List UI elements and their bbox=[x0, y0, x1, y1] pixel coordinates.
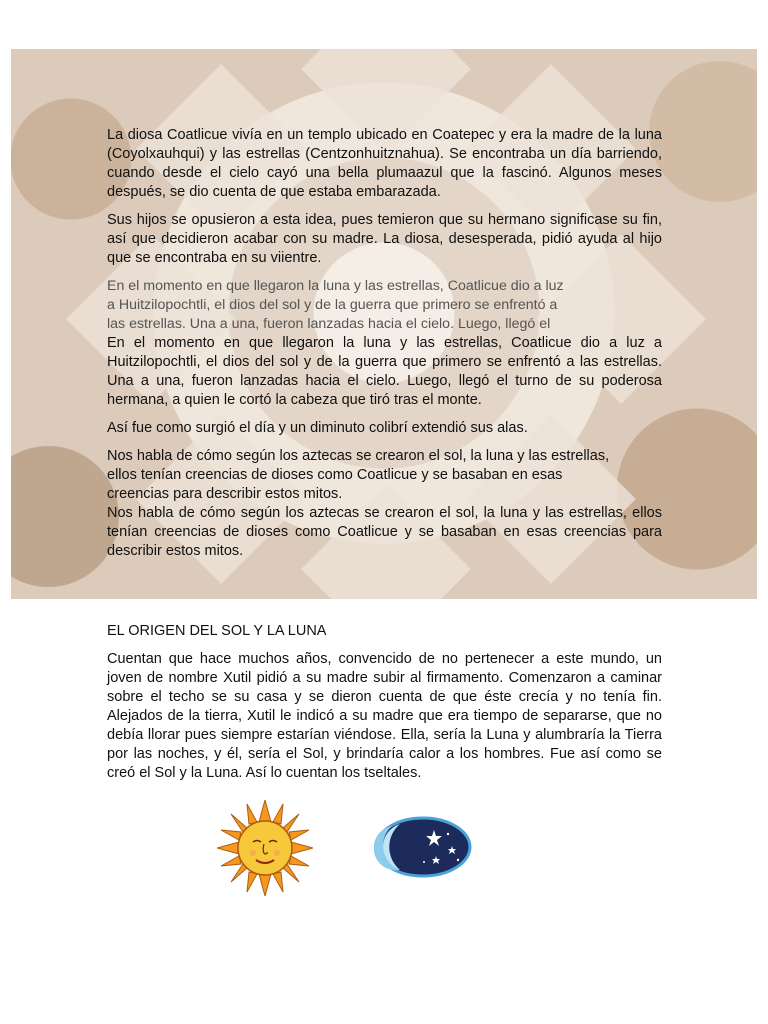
paragraph-day-emerges: Así fue como surgió el día y un diminuto colibrí extendió sus alas. bbox=[107, 420, 528, 436]
sun-face-icon bbox=[217, 800, 313, 896]
crescent-moon-stars-icon bbox=[374, 816, 472, 878]
paragraph-birth-huitzilopochtli: En el momento en que llegaron la luna y las estrellas, Coatlicue dio a luz a Huitzilopochtli, el dios del sol y de la guerra que primero se enfrentó a las estrellas. Una a una, fueron lanzadas hacia el cielo. Luego, llegó el turno de su poderosa hermana, a quien le cortó la cabeza que tiró tras el monte. bbox=[107, 335, 662, 408]
paragraph-origin-story: Cuentan que hace muchos años, convencido de no pertenecer a este mundo, un joven de nombre Xutil pidió a su madre subir al firmamento. Comenzaron a caminar sobre el techo se su casa y se dieron cuenta de que éste crecía y no tenía fin. Alejados de la tierra, Xutil le indicó a su madre que era tiempo de separarse, que no debía llorar pues siempre estarían viéndose. Ella, sería la Luna y alumbraría la Tierra por las noches, y él, sería el Sol, y brindaría calor a los hombres. Fue así como se creó el Sol y la Luna. Así lo cuentan los tseltales. bbox=[107, 651, 662, 781]
paragraph-summary: Nos habla de cómo según los aztecas se crearon el sol, la luna y las estrellas, ellos tenían creencias de dioses como Coatlicue y se basaban en esas creencias para describir estos mitos. bbox=[107, 505, 662, 559]
paragraph-coatlicue-intro: La diosa Coatlicue vivía en un templo ubicado en Coatepec y era la madre de la luna (Coyolxauhqui) y las estrellas (Centzonhuitznahua). Se encontraba un día barriendo, cuando desde el cielo cayó una bella plumaazul que la fascinó. Algunos meses después, se dio cuenta de que estaba embarazada. bbox=[107, 127, 662, 200]
fragment-line: ellos tenían creencias de dioses como Coatlicue y se basaban en esas bbox=[107, 467, 563, 483]
paragraph-children-oppose: Sus hijos se opusieron a esta idea, pues temieron que su hermano significase su fin, así que decidieron acabar con su madre. La diosa, desesperada, pidió ayuda al hijo que se encontraba en su viientre. bbox=[107, 212, 662, 266]
section-heading: EL ORIGEN DEL SOL Y LA LUNA bbox=[107, 623, 327, 639]
fragment-line: a Huitzilopochtli, el dios del sol y de la guerra que primero se enfrentó a bbox=[107, 297, 558, 313]
fragment-line: Nos habla de cómo según los aztecas se crearon el sol, la luna y las estrellas, bbox=[107, 448, 610, 464]
top-text-block bbox=[107, 126, 662, 561]
fragment-line: En el momento en que llegaron la luna y las estrellas, Coatlicue dio a luz bbox=[107, 278, 564, 294]
paragraph-fragment-summary bbox=[107, 447, 662, 504]
paragraph-fragment-birth bbox=[107, 277, 662, 334]
fragment-line: creencias para describir estos mitos. bbox=[107, 486, 343, 502]
bottom-text-block bbox=[107, 622, 662, 783]
fragment-line: las estrellas. Una a una, fueron lanzadas hacia el cielo. Luego, llegó el bbox=[107, 316, 551, 332]
